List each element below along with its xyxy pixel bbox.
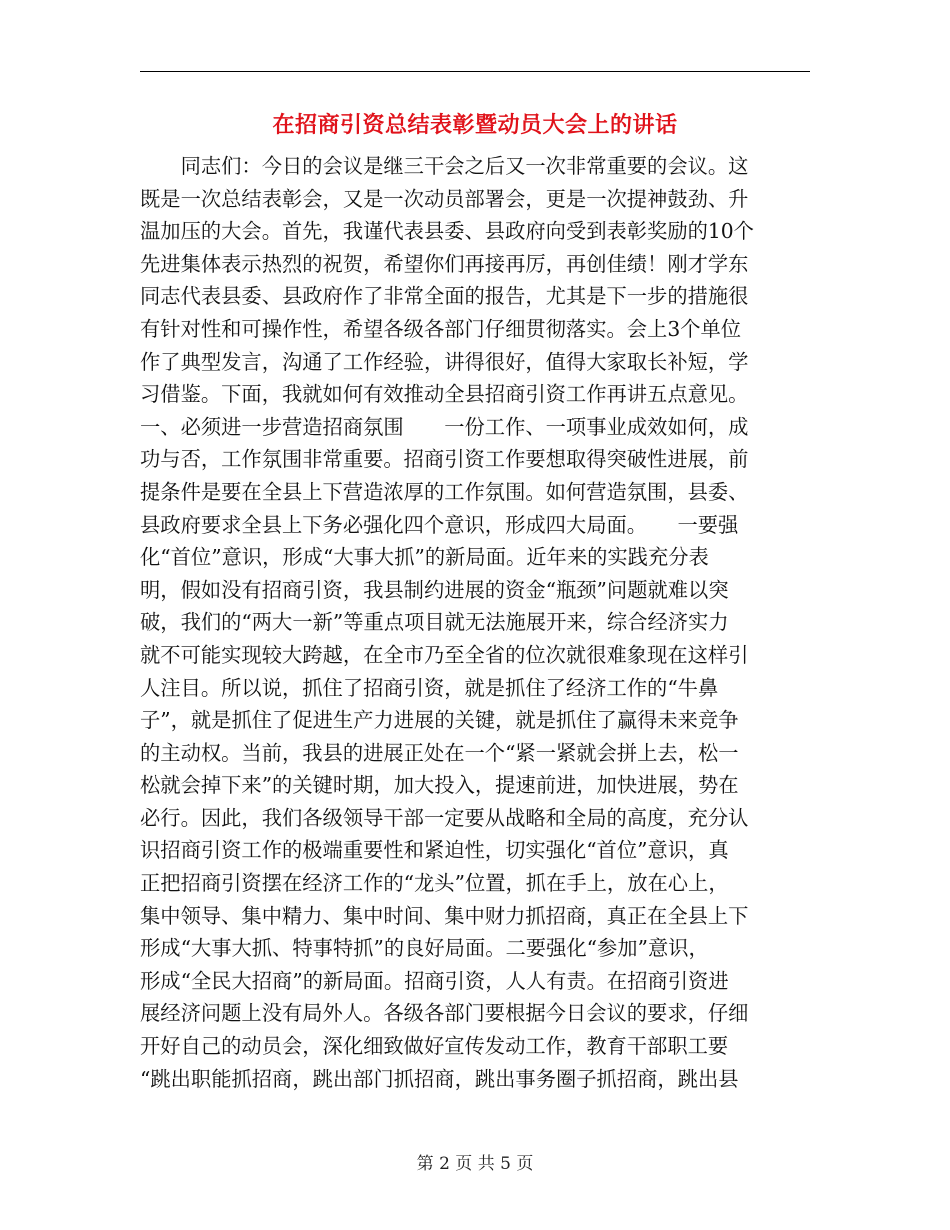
body-line: 形成“大事大抓、特事特抓”的良好局面。二要强化“参加”意识， [140,936,709,961]
body-line: 识招商引资工作的极端重要性和紧迫性，切实强化“首位”意识，真 [140,838,729,863]
body-line: 破，我们的“两大一新”等重点项目就无法施展开来，综合经济实力 [140,610,729,635]
document-body [140,150,810,1095]
body-line: 作了典型发言，沟通了工作经验，讲得很好，值得大家取长补短，学 [140,349,749,374]
body-line: 同志代表县委、县政府作了非常全面的报告，尤其是下一步的措施很 [140,284,749,309]
body-line: 提条件是要在全县上下营造浓厚的工作氛围。如何营造氛围，县委、 [140,479,749,504]
body-line: 同志们：今日的会议是继三干会之后又一次非常重要的会议。这 [140,154,749,178]
body-line: 功与否，工作氛围非常重要。招商引资工作要想取得突破性进展，前 [140,447,749,472]
body-line: 人注目。所以说，抓住了招商引资，就是抓住了经济工作的“牛鼻 [140,675,719,700]
body-line: 先进集体表示热烈的祝贺，希望你们再接再厉，再创佳绩！刚才学东 [140,251,749,276]
body-line: 必行。因此，我们各级领导干部一定要从战略和全局的高度，充分认 [140,805,749,830]
body-line: 温加压的大会。首先，我谨代表县委、县政府向受到表彰奖励的10个 [140,219,754,244]
body-line: 子”，就是抓住了促进生产力进展的关键，就是抓住了赢得未来竞争 [140,708,739,733]
document-title: 在招商引资总结表彰暨动员大会上的讲话 [272,112,678,138]
body-line: “跳出职能抓招商，跳出部门抓招商，跳出事务圈子抓招商，跳出县 [140,1066,739,1091]
header-rule [140,71,810,72]
body-line: 开好自己的动员会，深化细致做好宣传发动工作，教育干部职工要 [140,1034,729,1059]
body-line: 松就会掉下来”的关键时期，加大投入，提速前进，加快进展，势在 [140,773,739,798]
body-line: 集中领导、集中精力、集中时间、集中财力抓招商，真正在全县上下 [140,903,749,928]
body-line: 有针对性和可操作性，希望各级各部门仔细贯彻落实。会上3个单位 [140,316,742,341]
body-line: 形成“全民大招商”的新局面。招商引资，人人有责。在招商引资进 [140,968,729,993]
body-line: 正把招商引资摆在经济工作的“龙头”位置，抓在手上，放在心上， [140,871,729,896]
page-number: 第 2 页 共 5 页 [416,1154,534,1174]
body-line: 县政府要求全县上下务必强化四个意识，形成四大局面。 一要强 [140,512,739,537]
body-line: 展经济问题上没有局外人。各级各部门要根据今日会议的要求，仔细 [140,1001,749,1026]
body-line: 就不可能实现较大跨越，在全市乃至全省的位次就很难象现在这样引 [140,642,749,667]
body-line: 明，假如没有招商引资，我县制约进展的资金“瓶颈”问题就难以突 [140,577,729,602]
body-line: 习借鉴。下面，我就如何有效推动全县招商引资工作再讲五点意见。 [140,382,749,407]
body-line: 的主动权。当前，我县的进展正处在一个“紧一紧就会拼上去，松一 [140,740,739,765]
body-line: 化“首位”意识，形成“大事大抓”的新局面。近年来的实践充分表 [140,545,709,570]
section-heading-line: 一、必须进一步营造招商氛围 一份工作、一项事业成效如何，成 [140,414,749,439]
body-line: 既是一次总结表彰会，又是一次动员部署会，更是一次提神鼓劲、升 [140,186,749,211]
